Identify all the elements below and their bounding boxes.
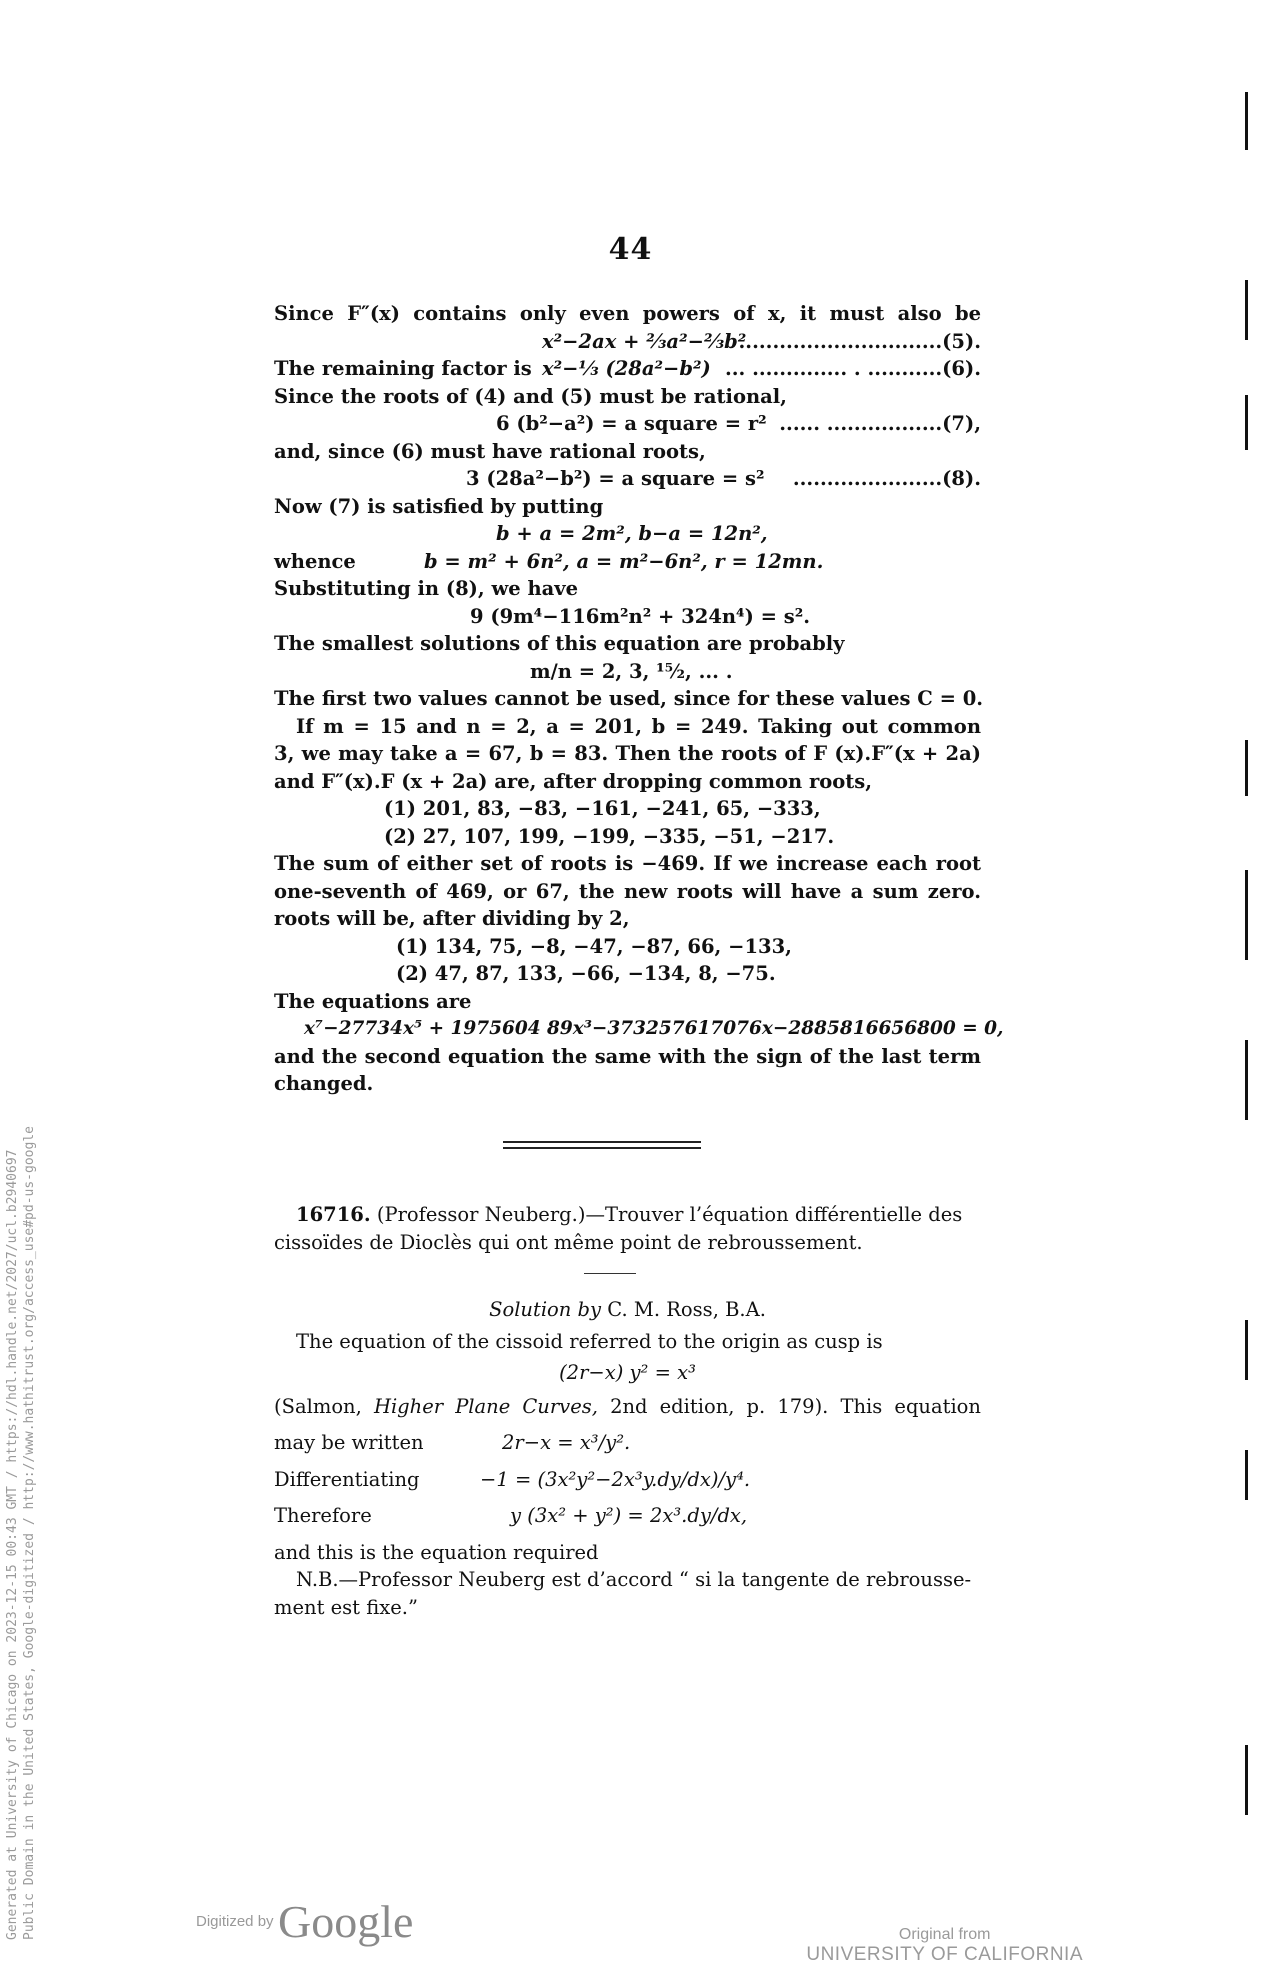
text-line: and F″(x).F (x + 2a) are, after dropping common roots, [274,769,873,793]
text-line: roots will be, after dividing by 2, [274,907,630,930]
equation-line: x²−2ax + ⅔a²−⅔b² ..............................(5). [542,329,981,353]
text-line: The equations are [274,989,472,1013]
page-edge-mark [1245,1040,1248,1120]
original-from: Original from UNIVERSITY OF CALIFORNIA [806,1926,1083,1965]
page-edge-mark [1245,740,1248,796]
google-logo: Google [278,1896,414,1947]
question-16716 [274,1201,981,1256]
text-line: If m = 15 and n = 2, a = 201, b = 249. Taking out common [296,714,981,738]
roots-line: (1) 134, 75, −8, −47, −87, 66, −133, [396,934,792,958]
text-line: The equation of the cissoid referred to the origin as cusp is [296,1329,883,1353]
question-number: 16716. [296,1203,371,1226]
page-edge-mark [1245,1450,1248,1500]
equation-line: may be written 2r−x = x³/y². [274,1431,631,1454]
equation-line: 6 (b²−a²) = a square = r² ...... .................(7), [496,412,981,435]
section-divider [503,1141,701,1143]
roots-line: (1) 201, 83, −83, −161, −241, 65, −333, [384,797,821,820]
text-line: Since F″(x) contains only even powers of x, it must also be [274,302,981,325]
text-line: The smallest solutions of this equation are probably [274,632,845,655]
page-number: 44 [608,232,653,267]
text-line: and the second equation the same with the sign of the last term [274,1044,981,1068]
short-divider [584,1273,636,1274]
equation-line: whence b = m² + 6n², a = m²−6n², r = 12mn. [274,549,824,573]
text-line: Now (7) is satisfied by putting [274,494,604,518]
text-line: 3, we may take a = 67, b = 83. Then the roots of F (x).F″(x + 2a) [274,742,981,765]
text-line: ment est fixe.” [274,1595,418,1619]
text-line: N.B.—Professor Neuberg est d’accord “ si la tangente de rebrousse- [296,1568,972,1591]
equation-line: Differentiating −1 = (3x²y²−2x³y.dy/dx)/y⁴. [274,1467,751,1491]
question-line: cissoïdes de Dioclès qui ont même point de rebroussement. [274,1230,863,1254]
text-line: The first two values cannot be used, since for these values C = 0. [274,687,984,710]
roots-line: (2) 27, 107, 199, −199, −335, −51, −217. [384,824,835,848]
text-line: Since the roots of (4) and (5) must be rational, [274,384,787,408]
roots-line: (2) 47, 87, 133, −66, −134, 8, −75. [396,962,776,985]
page-edge-mark [1245,1320,1248,1380]
text-line: changed. [274,1072,374,1095]
section-divider [503,1147,701,1149]
page-edge-mark [1245,92,1248,150]
digitized-by-google: Digitized by Google [196,1896,414,1947]
text-line: and, since (6) must have rational roots, [274,439,706,463]
equation-line: 9 (9m⁴−116m²n² + 324n⁴) = s². [470,604,811,628]
text-line: Substituting in (8), we have [274,577,578,600]
equation-line: Therefore y (3x² + y²) = 2x³.dy/dx, [274,1504,748,1527]
page-edge-mark [1245,395,1248,450]
equation-line: x⁷−27734x⁵ + 1975604 89x³−373257617076x−2885816656800 = 0, [304,1018,1004,1039]
question-line: 16716. (Professor Neuberg.)—Trouver l’équation différentielle des [296,1203,963,1226]
page-edge-mark [1245,1745,1248,1815]
equation-line: (2r−x) y² = x³ [559,1361,696,1384]
page-edge-mark [1245,280,1248,340]
equation-line: The remaining factor is x²−⅓ (28a²−b²) ... .............. . ...........(6). [274,357,981,380]
text-line: and this is the equation required [274,1540,599,1564]
equation-line: 3 (28a²−b²) = a square = s² ......................(8). [466,467,981,490]
page-edge-mark [1245,870,1248,960]
equation-line: m/n = 2, 3, ¹⁵⁄₂, ... . [530,659,733,683]
solution-heading: Solution by C. M. Ross, B.A. [489,1298,766,1321]
solution-2 [274,1296,981,1621]
solution-text [274,300,1004,1098]
text-line: The sum of either set of roots is −469. If we increase each root [274,852,981,875]
equation-line: b + a = 2m², b−a = 12n², [496,522,768,545]
hathitrust-watermark: Generated at University of Chicago on 2023-12-15 00:43 GMT / https://hdl.handle.net/2027/ucl.b2940697 Public Domain in the United States, Google-digitized / http://www.hathitrust.org/access_use#pd-us-google [5,1126,37,1940]
text-line: (Salmon, Higher Plane Curves, 2nd edition, p. 179). This equation [274,1394,981,1418]
text-line: one-seventh of 469, or 67, the new roots will have a sum zero. [274,879,981,903]
